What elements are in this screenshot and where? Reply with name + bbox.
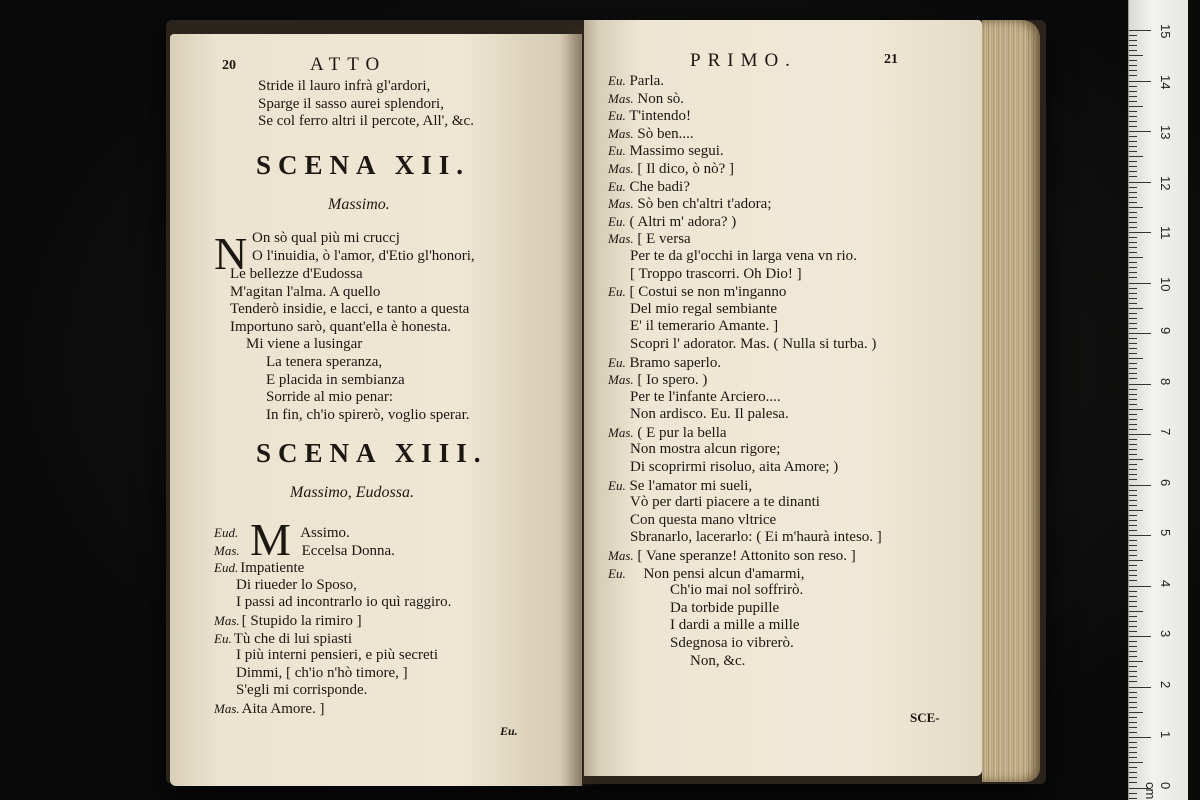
ruler-tick — [1129, 767, 1137, 768]
ruler-tick — [1129, 247, 1137, 248]
ruler-tick — [1129, 50, 1137, 51]
speaker-tag: Eu. — [608, 143, 626, 159]
speaker-tag: Mas. — [214, 612, 240, 628]
dialogue-block — [608, 72, 968, 670]
ruler-tick — [1129, 641, 1137, 642]
catchword: Eu. — [500, 724, 518, 738]
ruler-tick — [1129, 399, 1137, 400]
ruler-tick — [1129, 272, 1137, 273]
dialogue-line: Del mio regal sembiante — [630, 300, 778, 317]
ruler-label: 3 — [1158, 630, 1173, 638]
scene-xiii-title: SCENA XIII. — [256, 438, 488, 468]
dialogue-line: Vò per darti piacere a te dinanti — [630, 494, 820, 511]
ruler-tick — [1129, 692, 1137, 693]
ruler-tick — [1129, 121, 1137, 122]
ruler-tick — [1129, 439, 1137, 440]
ruler-tick — [1129, 687, 1151, 688]
ruler-label: 14 — [1158, 74, 1173, 89]
ruler-tick — [1129, 323, 1137, 324]
ruler-tick — [1129, 277, 1137, 278]
scale-ruler — [1128, 0, 1188, 800]
dialogue-line: I dardi a mille a mille — [670, 617, 800, 634]
ruler-tick — [1129, 757, 1137, 758]
ruler-label: 4 — [1158, 579, 1173, 587]
ruler-tick — [1129, 545, 1137, 546]
ruler-tick — [1129, 565, 1137, 566]
ruler-tick — [1129, 560, 1143, 561]
verse-line: Sparge il sasso aurei splendori, — [258, 95, 444, 112]
dialogue-line: Di riueder lo Sposo, — [236, 576, 357, 593]
dialogue-line: ( Altri m' adora? ) — [629, 213, 737, 230]
dialogue-line: Non mostra alcun rigore; — [630, 441, 781, 458]
ruler-tick — [1129, 166, 1137, 167]
speaker-tag: Mas. — [214, 542, 240, 558]
ruler-tick — [1129, 414, 1137, 415]
ruler-label: 2 — [1158, 680, 1173, 688]
ruler-label: 0 cm — [1143, 781, 1173, 799]
ruler-tick — [1129, 267, 1137, 268]
right-running-head: PRIMO. — [690, 50, 797, 71]
ruler-label: 11 — [1158, 226, 1173, 240]
ruler-tick — [1129, 91, 1137, 92]
ruler-tick — [1129, 505, 1137, 506]
dialogue-line: [ Vane speranze! Attonito son reso. ] — [637, 548, 856, 565]
ruler-tick — [1129, 141, 1137, 142]
ruler-tick — [1129, 671, 1137, 672]
ruler-tick — [1129, 151, 1137, 152]
ruler-tick — [1129, 252, 1137, 253]
ruler-tick — [1129, 419, 1137, 420]
ruler-tick — [1129, 55, 1143, 56]
drop-cap: M — [250, 514, 291, 565]
speaker-tag: Eu. — [608, 477, 626, 493]
monologue-body — [230, 266, 470, 424]
ruler-tick — [1129, 495, 1137, 496]
ruler-tick — [1129, 202, 1137, 203]
dialogue-line: Parla. — [629, 73, 665, 89]
ruler-tick — [1129, 444, 1137, 445]
ruler-tick — [1129, 126, 1137, 127]
ruler-tick — [1129, 293, 1137, 294]
drop-cap: N — [214, 228, 248, 279]
dialogue-line: S'egli mi corrisponde. — [236, 682, 368, 699]
ruler-tick — [1129, 328, 1137, 329]
ruler-tick — [1129, 96, 1137, 97]
ruler-tick — [1129, 333, 1151, 334]
speaker-tag: Eu. — [608, 108, 626, 124]
dialogue-line: ( E pur la bella — [637, 424, 727, 441]
speaker-tag: Mas. — [608, 372, 634, 388]
ruler-tick — [1129, 394, 1137, 395]
ruler-tick — [1129, 171, 1137, 172]
ruler-tick — [1129, 616, 1137, 617]
ruler-tick — [1129, 798, 1137, 799]
catchword: SCE- — [910, 710, 940, 725]
dialogue-line: Se l'amator mi sueli, — [629, 477, 753, 494]
dialogue-line: Che badi? — [629, 178, 690, 195]
dialogue-line: Per te l'infante Arciero.... — [630, 388, 781, 405]
ruler-tick — [1129, 338, 1137, 339]
verse-line: Stride il lauro infrà gl'ardori, — [258, 78, 431, 94]
verse-line: Mi viene a lusingar — [246, 336, 363, 353]
ruler-tick — [1129, 762, 1143, 763]
ruler-tick — [1129, 732, 1137, 733]
page-edges — [982, 20, 1040, 782]
ruler-tick — [1129, 500, 1137, 501]
ruler-tick — [1129, 384, 1151, 385]
dialogue-line: Eccelsa Donna. — [301, 542, 395, 559]
ruler-tick — [1129, 712, 1143, 713]
right-page-number: 21 — [884, 52, 898, 67]
ruler-tick — [1129, 358, 1143, 359]
dialogue-line: Tù che di lui spiasti — [233, 630, 353, 647]
left-running-head: ATTO — [310, 54, 387, 75]
ruler-tick — [1129, 197, 1137, 198]
dialogue-line: Sdegnosa io vibrerò. — [670, 635, 794, 651]
verse-line: Importuno sarò, quant'ella è honesta. — [230, 318, 451, 335]
ruler-tick — [1129, 793, 1137, 794]
ruler-tick — [1129, 111, 1137, 112]
ruler-tick — [1129, 479, 1137, 480]
ruler-tick — [1129, 449, 1137, 450]
dialogue-line: Sbranarlo, lacerarlo: ( Ei m'haurà inteso. ] — [630, 529, 882, 546]
ruler-tick — [1129, 490, 1137, 491]
ruler-tick — [1129, 697, 1137, 698]
ruler-tick — [1129, 722, 1137, 723]
verse-line: On sò qual più mi cruccj — [252, 230, 400, 246]
dialogue-line: [ Il dico, ò nò? ] — [637, 160, 735, 177]
ruler-tick — [1129, 429, 1137, 430]
right-page — [584, 20, 982, 776]
ruler-tick — [1129, 575, 1137, 576]
dialogue-line: Impatiente — [240, 560, 305, 577]
speaker-tag: Eu. — [608, 354, 626, 370]
speaker-tag: Eud. — [214, 560, 239, 576]
ruler-tick — [1129, 207, 1143, 208]
ruler-tick — [1129, 131, 1151, 132]
ruler-tick — [1129, 101, 1137, 102]
ruler-tick — [1129, 464, 1137, 465]
dialogue-line: Bramo saperlo. — [629, 354, 722, 371]
dialogue-line: Assimo. — [300, 525, 350, 541]
ruler-tick — [1129, 555, 1137, 556]
ruler-tick — [1129, 631, 1137, 632]
ruler-label: 13 — [1158, 125, 1173, 140]
dialogue-line: Non, &c. — [690, 652, 746, 669]
ruler-tick — [1129, 666, 1137, 667]
dialogue-line: E' il temerario Amante. ] — [630, 318, 779, 335]
ruler-tick — [1129, 298, 1137, 299]
open-book — [160, 12, 1050, 784]
ruler-tick — [1129, 611, 1143, 612]
ruler-tick — [1129, 474, 1137, 475]
verse-line: O l'inuidia, ò l'amor, d'Etio gl'honori, — [252, 247, 475, 264]
ruler-label: 15 — [1158, 24, 1173, 39]
dialogue-line: Dimmi, [ ch'io n'hò timore, ] — [236, 664, 408, 681]
ruler-label: 6 — [1158, 478, 1173, 486]
dialogue-line: Massimo segui. — [629, 143, 724, 160]
ruler-tick — [1129, 681, 1137, 682]
dialogue-line: Sò ben.... — [637, 125, 694, 142]
ruler-tick — [1129, 702, 1137, 703]
dialogue-block — [214, 524, 574, 718]
speaker-tag: Mas. — [608, 424, 634, 440]
ruler-tick — [1129, 45, 1137, 46]
ruler-tick — [1129, 30, 1151, 31]
verse-line: Sorride al mio penar: — [266, 389, 394, 406]
speaker-tag: Mas. — [608, 160, 634, 176]
ruler-tick — [1129, 378, 1137, 379]
speaker-tag: Eu. — [608, 213, 626, 229]
ruler-tick — [1129, 363, 1137, 364]
ruler-tick — [1129, 81, 1151, 82]
speaker-tag: Mas. — [214, 700, 240, 716]
ruler-tick — [1129, 515, 1137, 516]
dialogue-line: Per te da gl'occhi in larga vena vn rio. — [630, 247, 857, 264]
dialogue-line: Ch'io mai nol soffrirò. — [670, 582, 804, 599]
left-page-number: 20 — [222, 58, 236, 73]
ruler-tick — [1129, 318, 1137, 319]
ruler-tick — [1129, 782, 1137, 783]
ruler-tick — [1129, 570, 1137, 571]
dialogue-line: [ Io spero. ) — [637, 372, 708, 389]
ruler-tick — [1129, 661, 1143, 662]
ruler-tick — [1129, 717, 1137, 718]
ruler-tick — [1129, 146, 1137, 147]
ruler-tick — [1129, 176, 1137, 177]
ruler-tick — [1129, 106, 1143, 107]
scene-xii-persons: Massimo. — [328, 196, 390, 213]
scene-xiii-persons: Massimo, Eudossa. — [290, 484, 415, 501]
ruler-tick — [1129, 646, 1137, 647]
ruler-tick — [1129, 237, 1137, 238]
ruler-tick — [1129, 777, 1137, 778]
ruler-tick — [1129, 40, 1137, 41]
ruler-tick — [1129, 373, 1137, 374]
ruler-tick — [1129, 772, 1137, 773]
ruler-tick — [1129, 676, 1137, 677]
verse-line: Tenderò insidie, e lacci, e tanto a questa — [230, 301, 470, 318]
dialogue-line: Di scoprirmi risoluo, aita Amore; ) — [630, 459, 839, 476]
ruler-tick — [1129, 752, 1137, 753]
ruler-tick — [1129, 212, 1137, 213]
dialogue-line: [ Troppo trascorri. Oh Dio! ] — [630, 265, 802, 282]
ruler-tick — [1129, 525, 1137, 526]
dialogue-line: Aita Amore. ] — [241, 700, 325, 717]
ruler-tick — [1129, 707, 1137, 708]
speaker-tag: Eu. — [608, 73, 626, 88]
ruler-tick — [1129, 182, 1151, 183]
ruler-tick — [1129, 136, 1137, 137]
monologue-head — [252, 230, 475, 265]
scene-xii-title: SCENA XII. — [256, 150, 471, 180]
verse-line: E placida in sembianza — [266, 371, 405, 388]
ruler-tick — [1129, 156, 1143, 157]
ruler-tick — [1129, 596, 1137, 597]
dialogue-line: Da torbide pupille — [670, 599, 780, 616]
ruler-label: 12 — [1158, 175, 1173, 190]
ruler-tick — [1129, 656, 1137, 657]
ruler-tick — [1129, 454, 1137, 455]
verse-line: Le bellezze d'Eudossa — [230, 266, 363, 282]
ruler-tick — [1129, 86, 1137, 87]
ruler-tick — [1129, 389, 1137, 390]
dialogue-line: Sò ben ch'altri t'adora; — [637, 196, 772, 213]
ruler-tick — [1129, 70, 1137, 71]
ruler-tick — [1129, 621, 1137, 622]
ruler-tick — [1129, 283, 1151, 284]
ruler-tick — [1129, 257, 1143, 258]
speaker-tag: Mas. — [608, 196, 634, 212]
verse-line: M'agitan l'alma. A quello — [230, 283, 381, 300]
ruler-tick — [1129, 313, 1137, 314]
verse-line: La tenera speranza, — [266, 353, 383, 370]
ruler-tick — [1129, 192, 1137, 193]
dialogue-line: Non ardisco. Eu. Il palesa. — [630, 406, 789, 423]
speaker-tag: Mas. — [608, 231, 634, 247]
speaker-tag: Mas. — [608, 125, 634, 141]
dialogue-line: [ Stupido la rimiro ] — [241, 612, 362, 629]
ruler-tick — [1129, 434, 1151, 435]
ruler-tick — [1129, 469, 1137, 470]
ruler-tick — [1129, 65, 1137, 66]
ruler-tick — [1129, 308, 1143, 309]
dialogue-line: Non sò. — [637, 90, 685, 107]
speaker-tag: Mas. — [608, 90, 634, 106]
ruler-tick — [1129, 35, 1137, 36]
ruler-tick — [1129, 368, 1137, 369]
ruler-tick — [1129, 747, 1137, 748]
ruler-tick — [1129, 510, 1143, 511]
ruler-tick — [1129, 636, 1151, 637]
ruler-label: 5 — [1158, 529, 1173, 537]
dialogue-line: [ Costui se non m'inganno — [629, 284, 787, 301]
ruler-tick — [1129, 404, 1137, 405]
ruler-tick — [1129, 580, 1137, 581]
speaker-tag: Eu. — [608, 178, 626, 194]
ruler-tick — [1129, 540, 1137, 541]
ruler-label: 7 — [1158, 428, 1173, 436]
ruler-tick — [1129, 424, 1137, 425]
ruler-tick — [1129, 606, 1137, 607]
ruler-tick — [1129, 116, 1137, 117]
ruler-tick — [1129, 485, 1151, 486]
ruler-tick — [1129, 535, 1151, 536]
ruler-label: 10 — [1158, 276, 1173, 291]
ruler-tick — [1129, 75, 1137, 76]
dialogue-line: I passi ad incontrarlo io quì raggiro. — [236, 594, 452, 611]
verse-line: In fin, ch'io spirerò, voglio sperar. — [266, 406, 470, 423]
ruler-tick — [1129, 232, 1151, 233]
ruler-tick — [1129, 651, 1137, 652]
dialogue-line: [ E versa — [637, 231, 691, 248]
ruler-tick — [1129, 601, 1137, 602]
dialogue-line: Non pensi alcun d'amarmi, — [643, 565, 805, 582]
ruler-tick — [1129, 742, 1137, 743]
ruler-tick — [1129, 550, 1137, 551]
verse-line: Se col ferro altri il percote, All', &c. — [258, 113, 474, 130]
ruler-tick — [1129, 530, 1137, 531]
ruler-tick — [1129, 343, 1137, 344]
ruler-tick — [1129, 626, 1137, 627]
ruler-label: 8 — [1158, 377, 1173, 385]
ruler-tick — [1129, 262, 1137, 263]
ruler-tick — [1129, 353, 1137, 354]
ruler-label: 1 — [1158, 731, 1173, 739]
speaker-tag: Eu. — [608, 284, 626, 300]
speaker-tag: Eud. — [214, 525, 239, 540]
ruler-tick — [1129, 409, 1143, 410]
ruler-tick — [1129, 348, 1137, 349]
ruler-tick — [1129, 459, 1143, 460]
speaker-tag: Eu. — [214, 630, 232, 646]
left-page — [170, 34, 582, 786]
ruler-tick — [1129, 591, 1137, 592]
speaker-tag: Eu. — [608, 565, 626, 581]
dialogue-line: Scopri l' adorator. Mas. ( Nulla si turba. ) — [630, 335, 877, 352]
ruler-tick — [1129, 60, 1137, 61]
ruler-tick — [1129, 520, 1137, 521]
ruler-tick — [1129, 217, 1137, 218]
dialogue-line: T'intendo! — [629, 108, 692, 125]
ruler-tick — [1129, 303, 1137, 304]
continuation-verse — [258, 78, 474, 131]
ruler-tick — [1129, 161, 1137, 162]
ruler-tick — [1129, 242, 1137, 243]
ruler-tick — [1129, 187, 1137, 188]
ruler-tick — [1129, 227, 1137, 228]
ruler-tick — [1129, 727, 1137, 728]
ruler-tick — [1129, 222, 1137, 223]
ruler-tick — [1129, 586, 1151, 587]
ruler-label: 9 — [1158, 327, 1173, 335]
ruler-tick — [1129, 737, 1151, 738]
dialogue-line: I più interni pensieri, e più secreti — [236, 647, 439, 664]
dialogue-line: Con questa mano vltrice — [630, 511, 777, 528]
ruler-tick — [1129, 288, 1137, 289]
speaker-tag: Mas. — [608, 548, 634, 564]
